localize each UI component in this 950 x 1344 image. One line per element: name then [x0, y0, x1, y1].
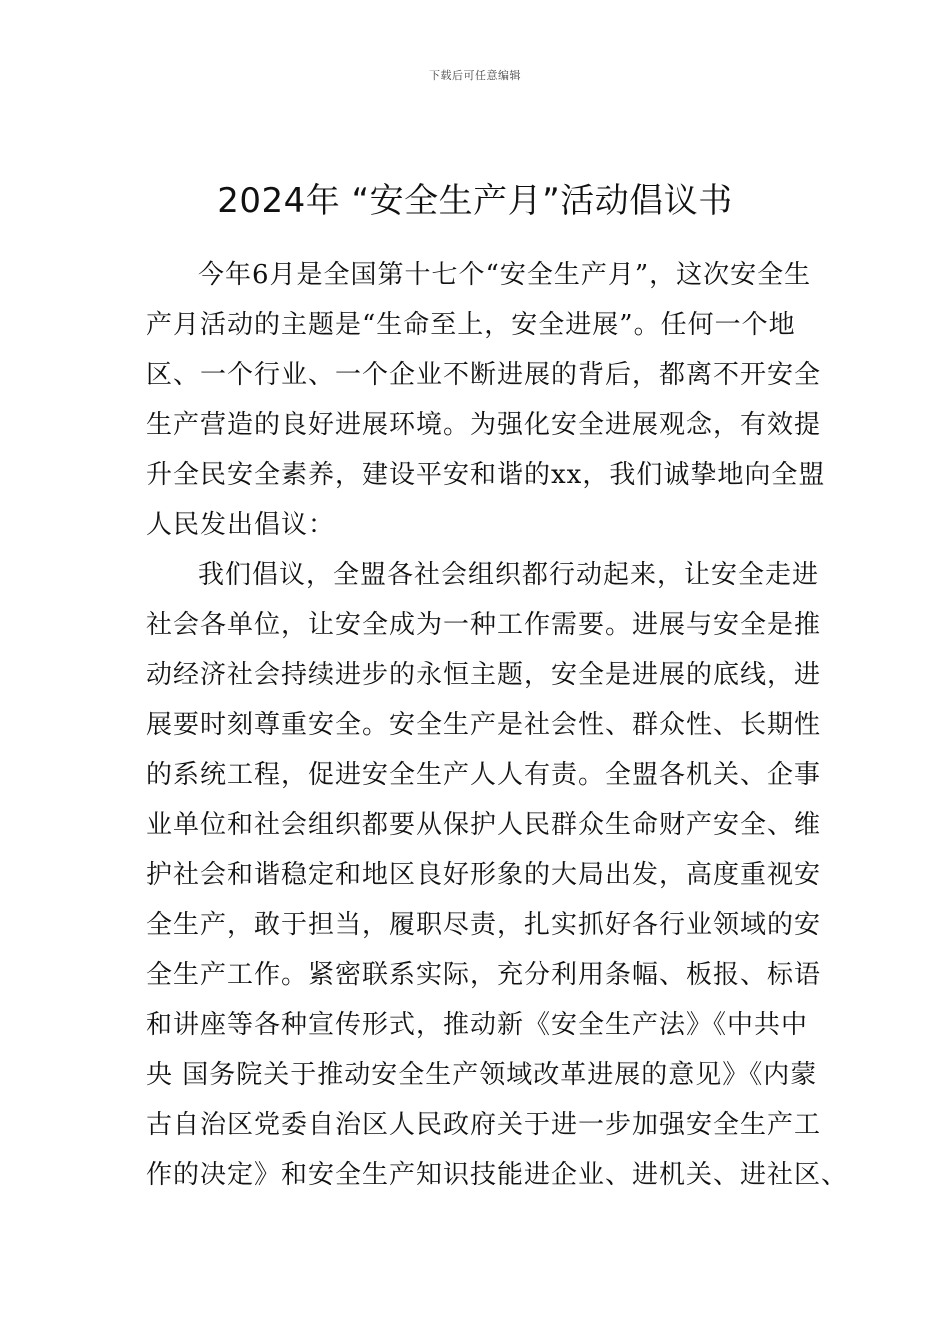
text-line: 作的决定》和安全生产知识技能进企业、进机关、进社区、: [146, 1160, 849, 1190]
page-title: 2024年 “安全生产月”活动倡议书: [217, 181, 733, 221]
text-line: 央 国务院关于推动安全生产领域改革进展的意见》《内蒙: [146, 1060, 818, 1090]
text-line: 全生产工作。紧密联系实际，充分利用条幅、板报、标语: [146, 960, 822, 990]
text-line: 的系统工程，促进安全生产人人有责。全盟各机关、企事: [146, 760, 822, 790]
header-note: 下载后可任意编辑: [429, 69, 521, 82]
text-line: 人民发出倡议：: [146, 510, 336, 540]
text-line: 社会各单位，让安全成为一种工作需要。进展与安全是推: [146, 610, 822, 640]
text-line: 业单位和社会组织都要从保护人民群众生命财产安全、维: [146, 810, 822, 840]
text-line: 升全民安全素养，建设平安和谐的xx，我们诚挚地向全盟: [146, 460, 826, 490]
paragraph-2: [146, 550, 849, 1200]
text-line: 和讲座等各种宣传形式，推动新《安全生产法》《中共中: [146, 1010, 809, 1040]
text-line: 区、一个行业、一个企业不断进展的背后，都离不开安全: [146, 360, 822, 390]
text-line: 今年6月是全国第十七个“安全生产月”，这次安全生: [198, 260, 812, 290]
text-line: 全生产，敢于担当，履职尽责，扎实抓好各行业领域的安: [146, 910, 822, 940]
text-line: 产月活动的主题是“生命至上，安全进展”。任何一个地: [146, 310, 796, 340]
text-line: 展要时刻尊重安全。安全生产是社会性、群众性、长期性: [146, 710, 822, 740]
text-line: 动经济社会持续进步的永恒主题，安全是进展的底线，进: [146, 660, 822, 690]
text-line: 护社会和谐稳定和地区良好形象的大局出发，高度重视安: [146, 860, 822, 890]
text-line: 生产营造的良好进展环境。为强化安全进展观念，有效提: [146, 410, 822, 440]
paragraph-1: [146, 250, 826, 550]
text-line: 我们倡议，全盟各社会组织都行动起来，让安全走进: [198, 560, 820, 590]
text-line: 古自治区党委自治区人民政府关于进一步加强安全生产工: [146, 1110, 822, 1140]
document-body: [146, 250, 849, 1200]
